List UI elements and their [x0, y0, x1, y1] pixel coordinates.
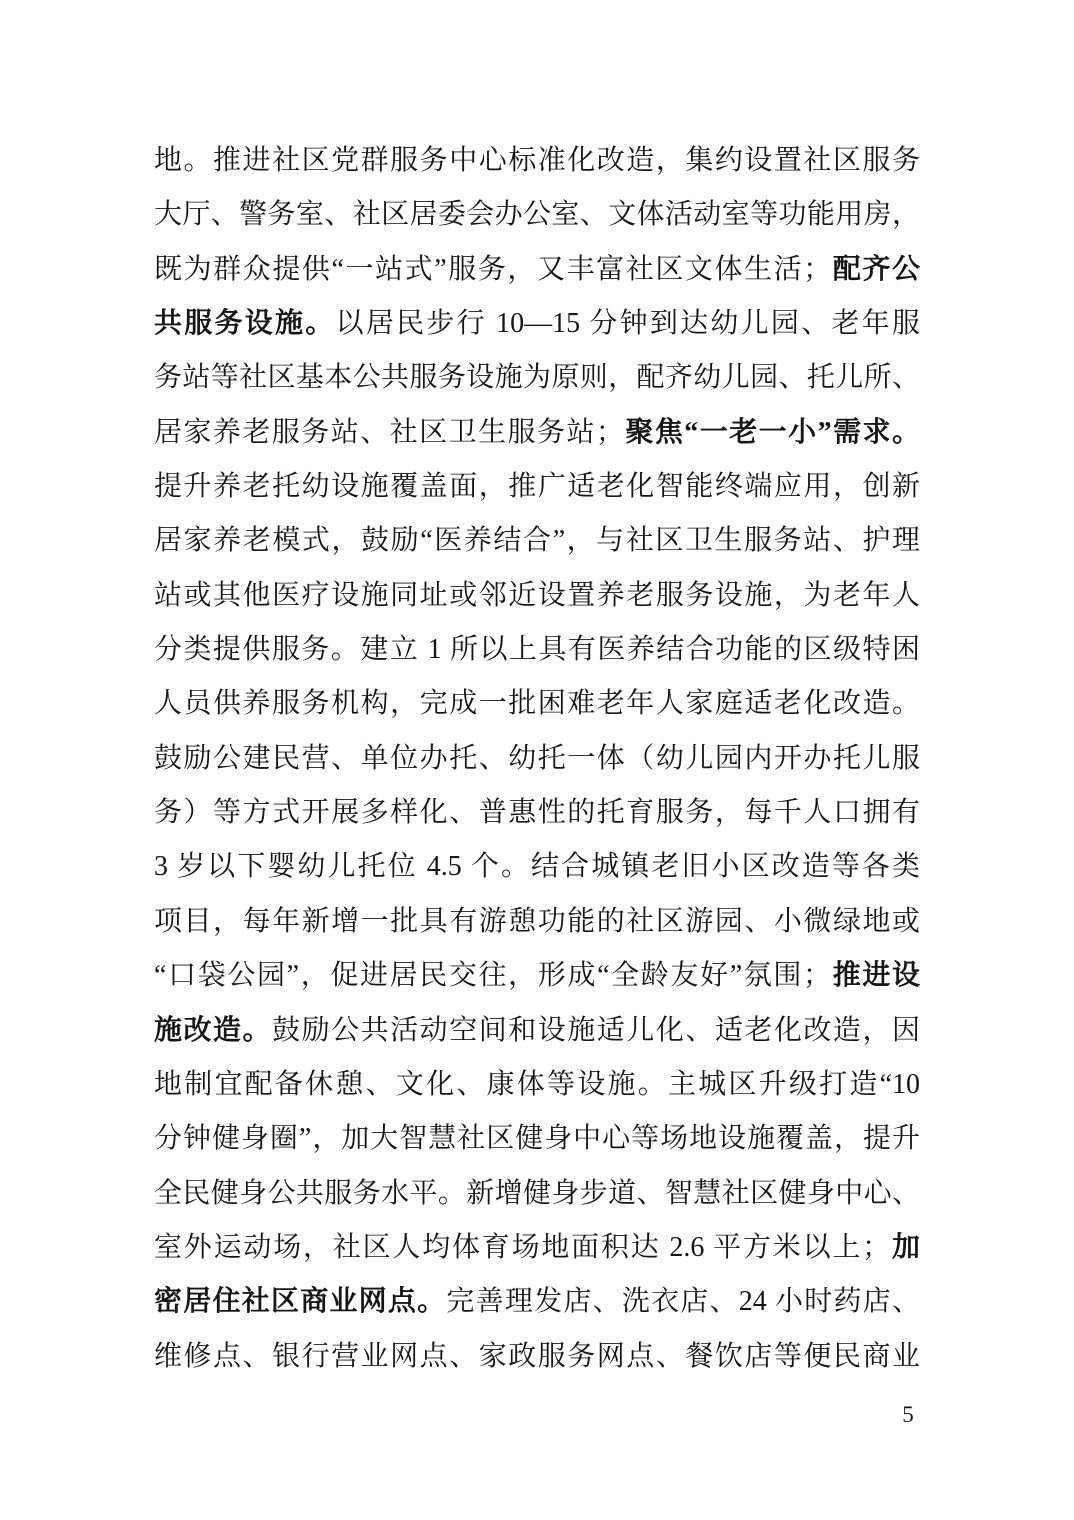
bold-text-run: 推进设: [831, 960, 920, 992]
text-run: 地制宜配备休憩、文化、康体等设施。主城区升级打造“10: [154, 1068, 920, 1100]
bold-text-run: 配齐公: [831, 253, 920, 285]
text-line: [154, 1330, 920, 1384]
text-line: [154, 243, 920, 297]
text-line: [154, 1004, 920, 1058]
text-run: 鼓励公共活动空间和设施适儿化、适老化改造，因: [272, 1014, 920, 1046]
text-line: [154, 1112, 920, 1166]
text-block: [154, 134, 920, 1384]
text-run: 分钟健身圈”，加大智慧社区健身中心等场地设施覆盖，提升: [154, 1123, 920, 1155]
text-run: 务站等社区基本公共服务设施为原则，配齐幼儿园、托儿所、: [154, 362, 920, 394]
text-line: [154, 949, 920, 1003]
bold-text-run: 密居住社区商业网点。: [154, 1286, 447, 1318]
text-run: 站或其他医疗设施同址或邻近设置养老服务设施，为老年人: [154, 579, 920, 611]
text-run: 居家养老服务站、社区卫生服务站；: [154, 416, 624, 448]
text-line: [154, 786, 920, 840]
text-line: [154, 188, 920, 242]
bold-text-run: 共服务设施。: [154, 308, 336, 340]
text-line: [154, 732, 920, 786]
text-line: [154, 1275, 920, 1329]
text-line: [154, 1058, 920, 1112]
text-run: 地。推进社区党群服务中心标准化改造，集约设置社区服务: [154, 145, 920, 176]
text-line: [154, 840, 920, 894]
text-run: 大厅、警务室、社区居委会办公室、文体活动室等功能用房，: [154, 199, 920, 231]
text-run: 既为群众提供“一站式”服务，又丰富社区文体生活；: [154, 253, 832, 285]
bold-text-run: 加: [890, 1231, 920, 1263]
text-line: [154, 460, 920, 514]
text-line: [154, 1167, 920, 1221]
text-line: [154, 351, 920, 405]
text-line: [154, 297, 920, 351]
page-number: 5: [902, 1402, 914, 1427]
text-run: 提升养老托幼设施覆盖面，推广适老化智能终端应用，创新: [154, 471, 920, 503]
text-run: 项目，每年新增一批具有游憩功能的社区游园、小微绿地或: [154, 905, 920, 937]
text-line: [154, 514, 920, 568]
text-line: [154, 895, 920, 949]
text-line: [154, 677, 920, 731]
text-run: 人员供养服务机构，完成一批困难老年人家庭适老化改造。: [154, 688, 920, 720]
text-run: 务）等方式开展多样化、普惠性的托育服务，每千人口拥有: [154, 797, 920, 829]
text-run: 完善理发店、洗衣店、24 小时药店、: [446, 1286, 920, 1318]
text-line: [154, 623, 920, 677]
text-run: 室外运动场，社区人均体育场地面积达 2.6 平方米以上；: [154, 1231, 891, 1263]
text-run: “口袋公园”，促进居民交往，形成“全龄友好”氛围；: [154, 960, 832, 992]
text-run: 鼓励公建民营、单位办托、幼托一体（幼儿园内开办托儿服: [154, 742, 920, 774]
text-line: [154, 1221, 920, 1275]
text-run: 维修点、银行营业网点、家政服务网点、餐饮店等便民商业: [154, 1340, 920, 1372]
text-line: [154, 134, 920, 188]
text-line: [154, 569, 920, 623]
bold-text-run: 施改造。: [154, 1014, 273, 1046]
bold-text-run: 聚焦“一老一小”需求。: [623, 416, 920, 448]
text-run: 以居民步行 10—15 分钟到达幼儿园、老年服: [335, 308, 920, 340]
text-run: 3 岁以下婴幼儿托位 4.5 个。结合城镇老旧小区改造等各类: [154, 851, 920, 883]
text-run: 居家养老模式，鼓励“医养结合”，与社区卫生服务站、护理: [154, 525, 920, 557]
text-line: [154, 406, 920, 460]
text-run: 分类提供服务。建立 1 所以上具有医养结合功能的区级特困: [154, 634, 920, 666]
text-run: 全民健身公共服务水平。新增健身步道、智慧社区健身中心、: [154, 1177, 920, 1209]
